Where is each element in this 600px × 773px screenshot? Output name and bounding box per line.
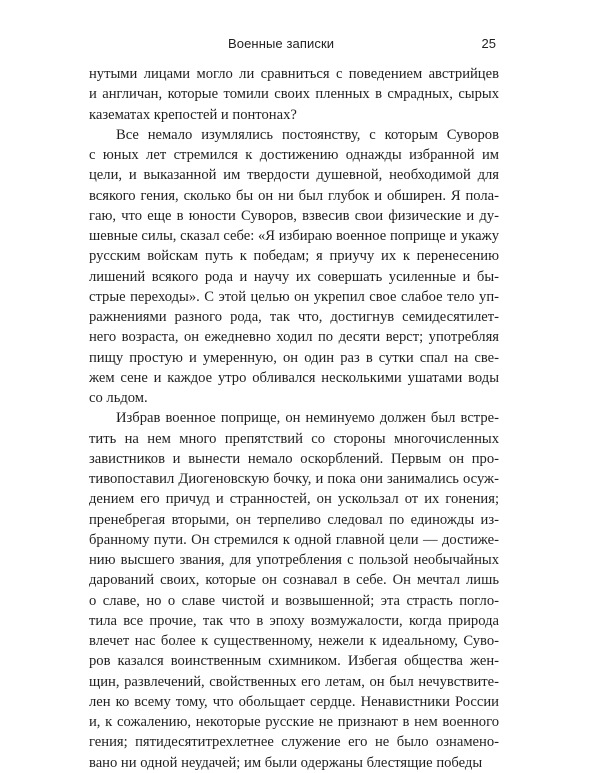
text-line: ражнениями разного рода, так что, достигнув семидесятилет- bbox=[89, 309, 499, 325]
page-number: 25 bbox=[481, 36, 496, 51]
text-line: жем сене и каждое утро обливался несколькими ушатами воды bbox=[89, 369, 499, 386]
text-line: гения; пятидесятитрехлетнее служение его не было ознамено- bbox=[89, 734, 499, 751]
text-line: русским войскам путь к победам; я приучу их к перенесению bbox=[89, 248, 499, 265]
paragraph bbox=[89, 125, 499, 409]
text-line: щин, развлечений, свойственных его летам, он был нечувствите- bbox=[89, 673, 499, 690]
text-line: лишений всякого рода и научу их совершать усиленные и бы- bbox=[89, 268, 499, 285]
text-line: лен ко всему тому, что обольщает сердце. Ненавистники России bbox=[89, 693, 499, 710]
text-line: цели, и выказанной им твердости душевной, необходимой для bbox=[89, 167, 499, 184]
text-line: тила все прочие, так что в эпоху возмужалости, когда природа bbox=[89, 612, 499, 629]
page-header bbox=[0, 36, 600, 60]
text-line: Все немало изумлялись постоянству, с которым Суворов bbox=[116, 126, 499, 143]
text-line: всякого гения, сколько бы он ни был глубок и обширен. Я пола- bbox=[89, 187, 499, 204]
text-line: шевные силы, сказал себе: «Я избираю военное поприще и укажу bbox=[89, 228, 499, 244]
text-line: нутыми лицами могло ли сравниться с поведением австрийцев bbox=[89, 66, 499, 82]
text-line: Избрав военное поприще, он неминуемо должен был встре- bbox=[116, 410, 499, 427]
text-line: тивопоставил Диогеновскую бочку, и пока они занимались осуж- bbox=[89, 471, 499, 487]
text-line: пищу простую и умеренную, он один раз в сутки спал на све- bbox=[89, 349, 499, 366]
text-line: ров казался воинственным схимником. Избегая общества жен- bbox=[89, 653, 499, 670]
text-line: со льдом. bbox=[89, 390, 148, 406]
text-line: гаю, что еще в юности Суворов, взвесив свои физические и ду- bbox=[89, 207, 499, 224]
text-line: и, к сожалению, некоторые русские не признают в нем военного bbox=[89, 714, 499, 730]
text-line: него возраста, он ежедневно ходил по десяти верст; употребляя bbox=[89, 329, 499, 346]
paragraph bbox=[89, 408, 499, 773]
text-line: завистников и вынести немало оскорблений. Первым он про- bbox=[89, 450, 499, 467]
text-line: пренебрегая вторыми, он терпеливо следовал по единожды из- bbox=[89, 511, 499, 528]
text-line: вано ни одной неудачей; им были одержаны блестящие победы bbox=[89, 754, 483, 771]
paragraph bbox=[89, 64, 499, 125]
text-line: о славе, но о славе чистой и возвышенной; эта страсть погло- bbox=[89, 592, 499, 609]
text-line: стрые переходы». С этой целью он укрепил свое слабое тело уп- bbox=[89, 288, 499, 305]
text-line: дением его причуд и странностей, он ускользал от их гонения; bbox=[89, 491, 499, 508]
text-line: бранному пути. Он стремился к одной главной цели — достиже- bbox=[89, 531, 499, 548]
text-line: влечет нас более к существенному, нежели к идеальному, Суво- bbox=[89, 633, 499, 649]
running-title: Военные записки bbox=[228, 36, 335, 51]
text-line: тить на нем много препятствий со стороны многочисленных bbox=[89, 430, 499, 447]
text-line: дарований своих, которые он сознавал в себе. Он мечтал лишь bbox=[89, 572, 499, 589]
text-line: нию высшего звания, для употребления с пользой необычайных bbox=[89, 552, 499, 568]
text-line: казематах крепостей и понтонах? bbox=[89, 106, 297, 123]
text-line: с юных лет стремился к достижению однажды избранной им bbox=[89, 147, 499, 163]
text-line: и англичан, которые томили своих пленных в смрадных, сырых bbox=[89, 86, 499, 103]
body-text bbox=[89, 64, 499, 773]
